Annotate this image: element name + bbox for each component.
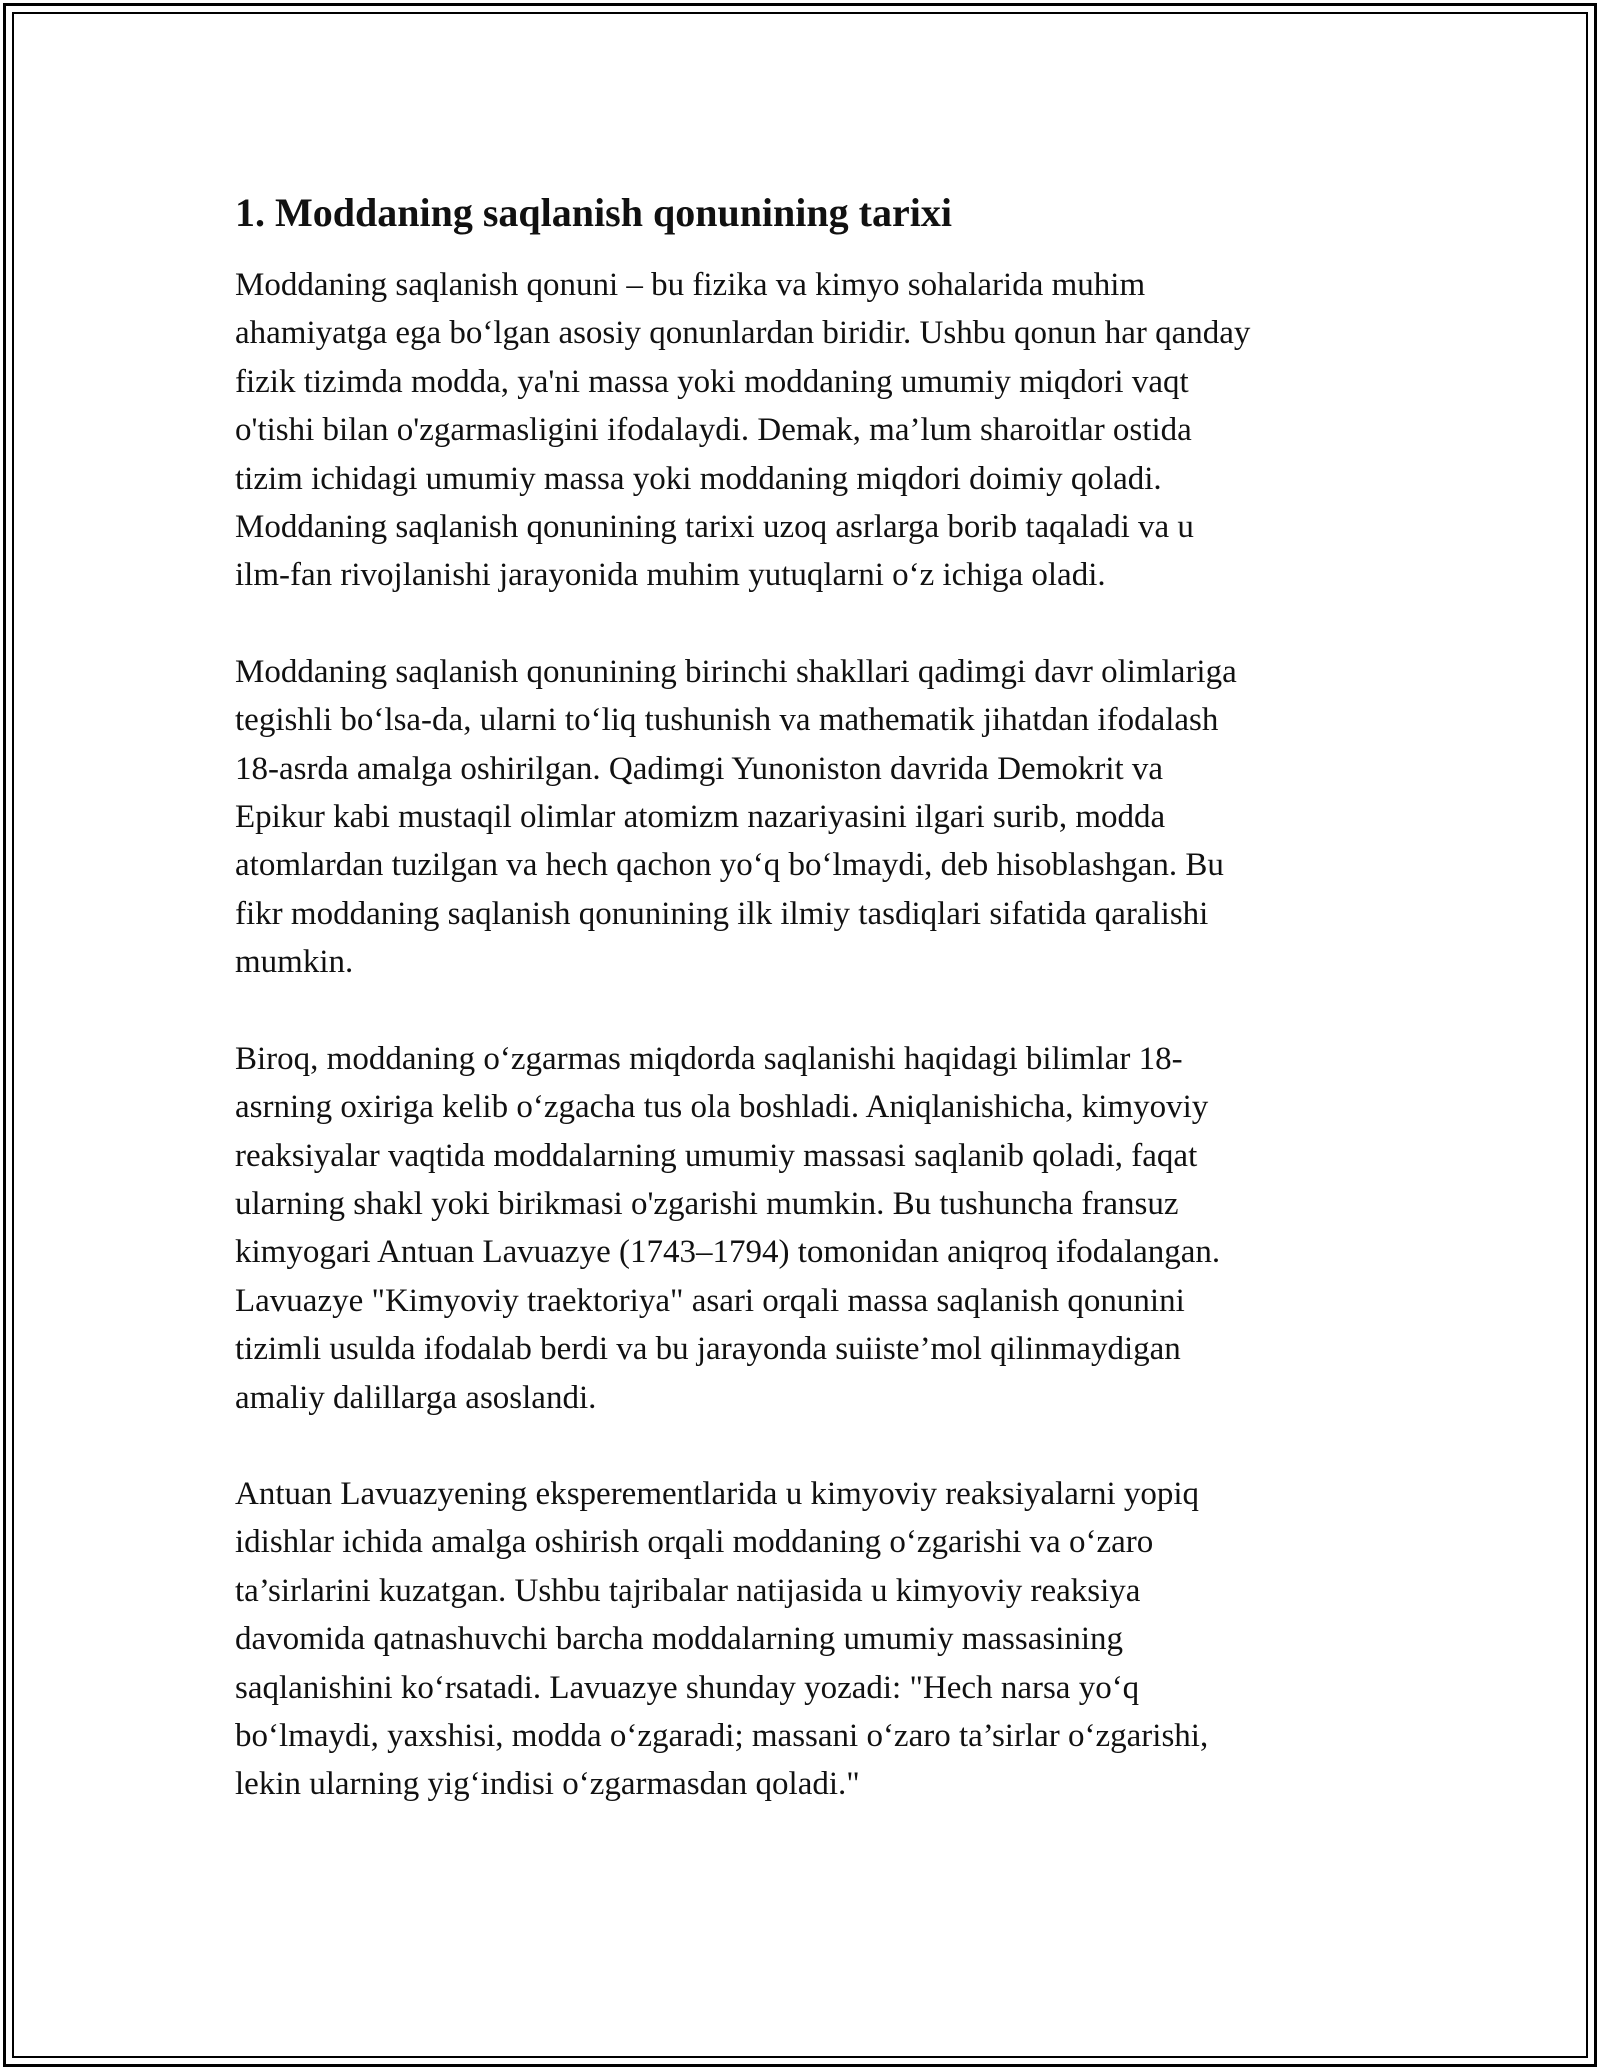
paragraph-1: Moddaning saqlanish qonuni – bu fizika va kimyo sohalarida muhim ahamiyatga ega bo‘lgan asosiy qonunlardan biridir. Ushbu qonun har qanday fizik tizimda modda, ya'ni massa yoki moddaning umumiy miqdori vaqt o'tishi bilan o'zgarmasligini ifodalaydi. Demak, ma’lum sharoitlar ostida tizim ichidagi umumiy massa yoki moddaning miqdori doimiy qoladi. Moddaning saqlanish qonunining tarixi uzoq asrlarga borib taqaladi va u ilm-fan rivojlanishi jarayonida muhim yutuqlarni o‘z ichiga oladi. (235, 267, 1251, 594)
paragraph-3: Biroq, moddaning o‘zgarmas miqdorda saqlanishi haqidagi bilimlar 18- asrning oxiriga kelib o‘zgacha tus ola boshladi. Aniqlanishicha, kimyoviy reaksiyalar vaqtida moddalarning umumiy massasi saqlanib qoladi, faqat ularning shakl yoki birikmasi o'zgarishi mumkin. Bu tushuncha fransuz kimyogari Antuan Lavuazye (1743–1794) tomonidan aniqroq ifodalangan. Lavuazye "Kimyoviy traektoriya" asari orqali massa saqlanish qonunini tizimli usulda ifodalab berdi va bu jarayonda suiiste’mol qilinmaydigan amaliy dalillarga asoslandi. (235, 1040, 1221, 1416)
section-heading: 1. Moddaning saqlanish qonunining tarixi (235, 190, 952, 235)
paragraph-4: Antuan Lavuazyening eksperementlarida u kimyoviy reaksiyalarni yopiq idishlar ichida amalga oshirish orqali moddaning o‘zgarishi va o‘zaro ta’sirlarini kuzatgan. Ushbu tajribalar natijasida u kimyoviy reaksiya davomida qatnashuvchi barcha moddalarning umumiy massasining saqlanishini ko‘rsatadi. Lavuazye shunday yozadi: "Hech narsa yo‘q bo‘lmaydi, yaxshisi, modda o‘zgaradi; massani o‘zaro ta’sirlar o‘zgarishi, lekin ularning yig‘indisi o‘zgarmasdan qoladi." (235, 1475, 1209, 1803)
document-body (235, 185, 1385, 1857)
paragraph-2: Moddaning saqlanish qonunining birinchi shakllari qadimgi davr olimlariga tegishli bo‘lsa-da, ularni to‘liq tushunish va mathematik jihatdan ifodalash 18-asrda amalga oshirilgan. Qadimgi Yunoniston davrida Demokrit va Epikur kabi mustaqil olimlar atomizm nazariyasini ilgari surib, modda atomlardan tuzilgan va hech qachon yo‘q bo‘lmaydi, deb hisoblashgan. Bu fikr moddaning saqlanish qonunining ilk ilmiy tasdiqlari sifatida qaralishi mumkin. (235, 653, 1237, 981)
